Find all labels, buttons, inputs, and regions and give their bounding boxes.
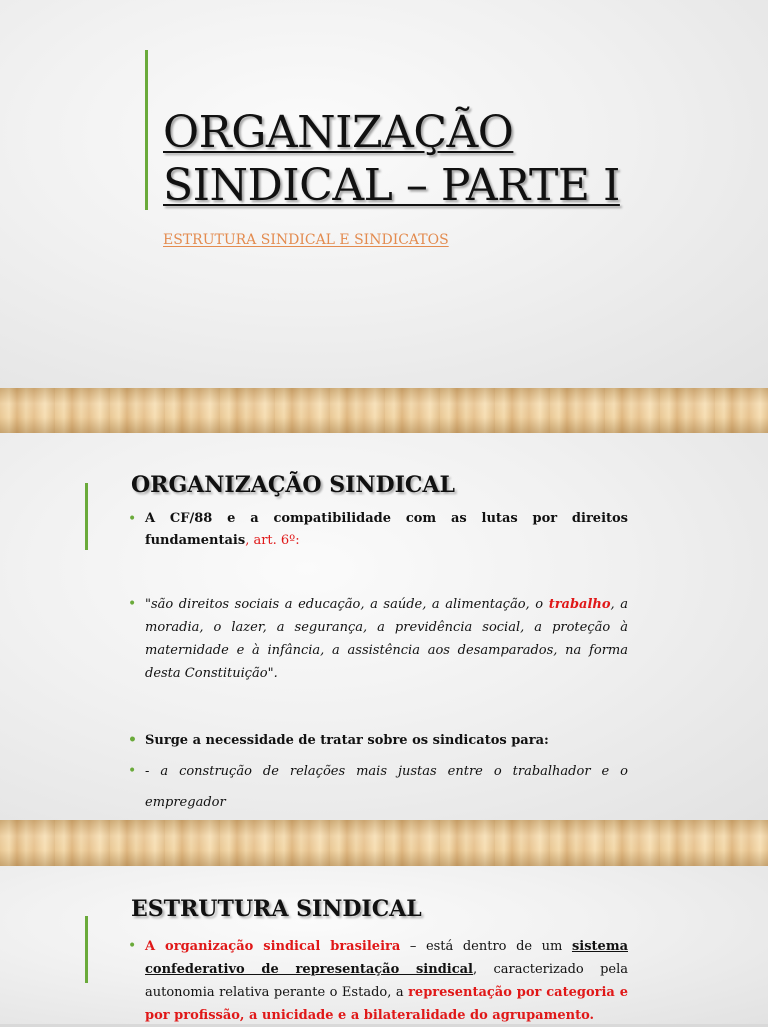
slide-title <box>163 106 723 212</box>
bullet-text: A CF/88 e a compatibilidade com as lutas por direitos fundamentais <box>145 511 628 548</box>
bullet-item: • - a construção de relações mais justas entre o trabalhador e o empregador <box>128 756 628 818</box>
wood-divider <box>0 388 768 433</box>
title-line-2: SINDICAL – PARTE I <box>163 160 620 211</box>
highlight-text: A organização sindical brasileira <box>145 939 401 954</box>
accent-bar <box>85 916 88 983</box>
title-line-1: ORGANIZAÇÃO <box>163 107 514 158</box>
wood-divider <box>0 820 768 866</box>
accent-bar <box>145 50 148 210</box>
slide-heading: ESTRUTURA SINDICAL <box>131 896 422 922</box>
content-slide-organizacao <box>0 433 768 820</box>
slide-subtitle: ESTRUTURA SINDICAL E SINDICATOS <box>163 232 449 248</box>
quote-text: , a moradia, o lazer, a segurança, a previdência social, a proteção à maternidade e à infância, a assistência aos desamparados, na forma desta Constituição". <box>145 597 629 681</box>
quote-item <box>128 593 628 685</box>
bullet-list <box>128 935 628 1027</box>
slide-heading: ORGANIZAÇÃO SINDICAL <box>131 472 455 498</box>
quote-highlight: trabalho <box>548 597 611 612</box>
accent-bar <box>85 483 88 550</box>
bullet-item <box>128 935 628 1027</box>
article-reference: , art. 6º: <box>245 533 300 548</box>
content-slide-estrutura <box>0 866 768 1024</box>
quote-text: "são direitos sociais a educação, a saúde, a alimentação, o <box>145 597 549 612</box>
bullet-item <box>128 508 628 552</box>
underlined-text: sistema confederativo de representação sindical <box>145 939 628 977</box>
bullet-text: – está dentro de um <box>400 939 572 954</box>
bullet-text: , caracterizado pela autonomia relativa perante o Estado, a <box>145 962 628 1000</box>
bullet-item: • Surge a necessidade de tratar sobre os sindicatos para: <box>128 725 628 756</box>
title-slide <box>0 0 768 388</box>
highlight-text: representação por categoria e por profissão, a unicidade e a bilateralidade do agrupamento. <box>145 985 628 1023</box>
quote-list <box>128 593 628 685</box>
bullet-list <box>128 508 628 552</box>
